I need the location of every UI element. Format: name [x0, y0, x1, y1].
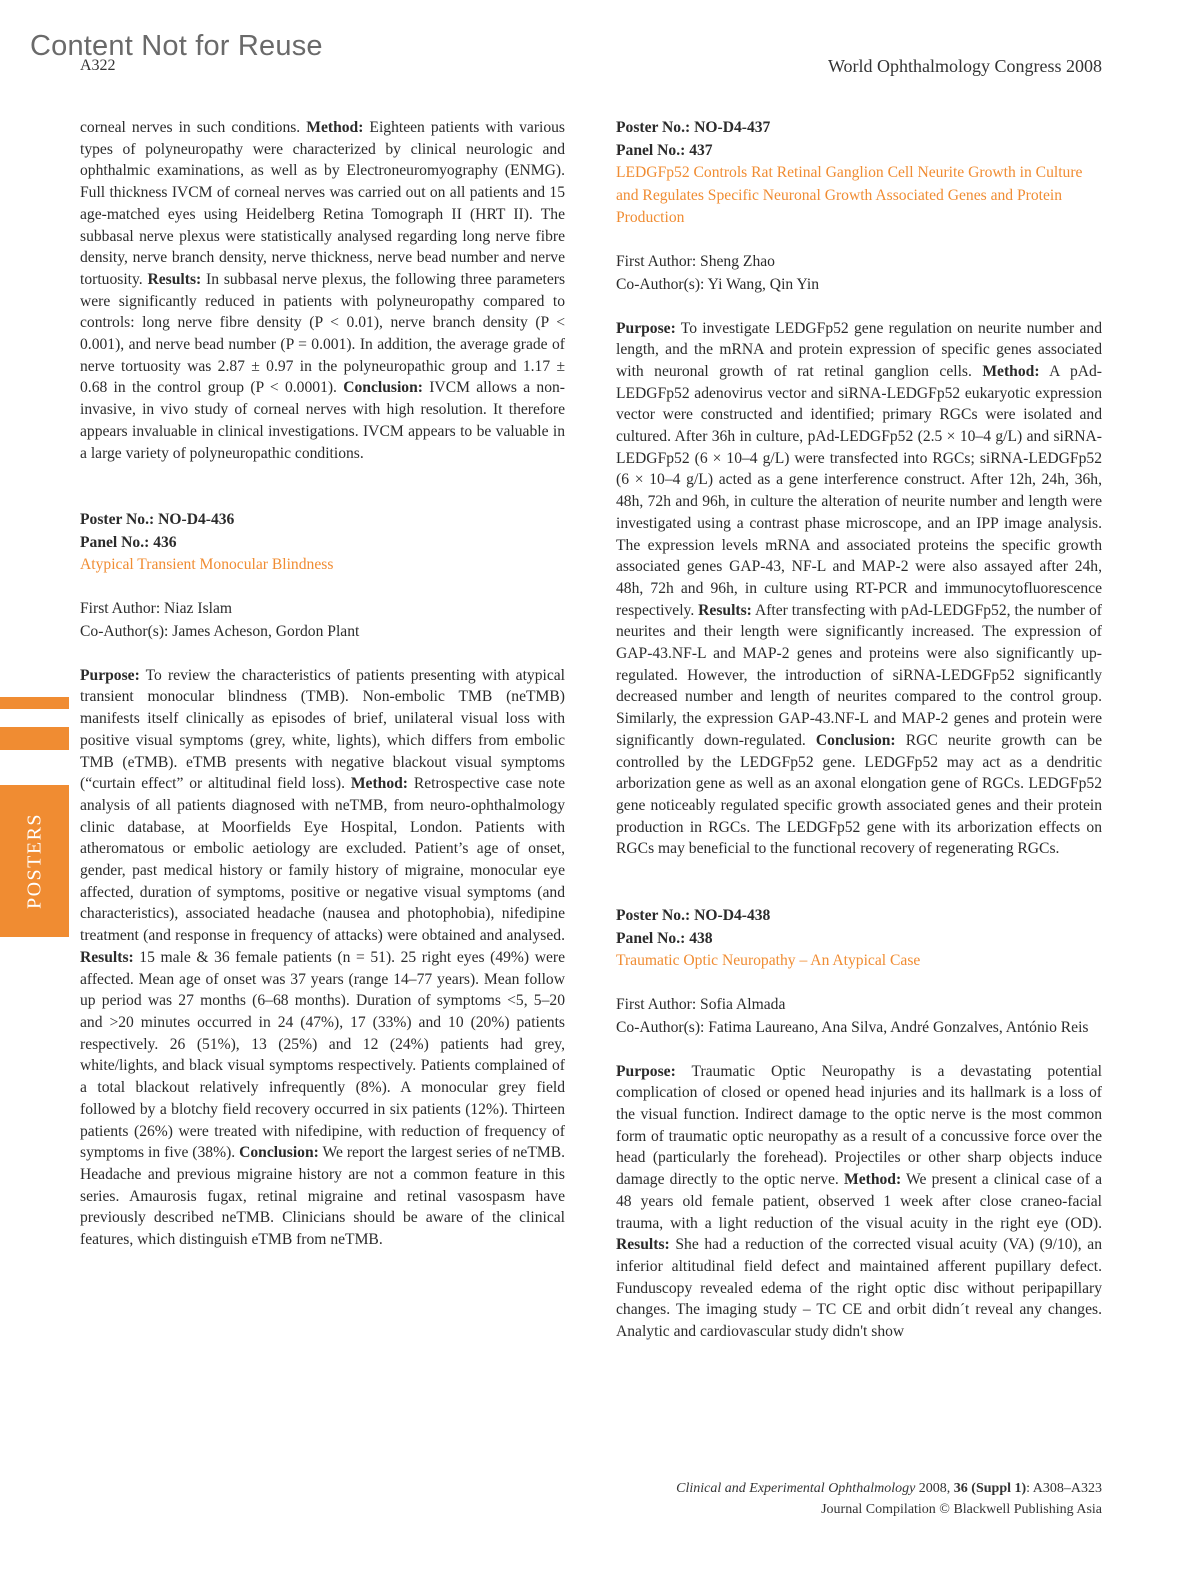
first-author: First Author: Sofia Almada: [616, 996, 786, 1014]
panel-number: 437: [689, 141, 713, 159]
panel-label: Panel No.:: [616, 929, 686, 947]
abstract-text: RGC neurite growth can be controlled by the LEDGFp52 gene. LEDGFp52 may act as a dendritic arborization gene as well as an axonal elongation gene of RGCs. LEDGFp52 gene noticeably regulated specific growth associated genes and their protein production in RGCs. The LEDGFp52 gene with its arborization effects on RGCs may beneficial to the functional recovery of regenerating RGCs.: [616, 731, 1102, 858]
continuation-abstract: [80, 117, 565, 464]
section-heading: Results:: [698, 601, 752, 619]
poster-label: Poster No.:: [616, 907, 691, 925]
abstract-body: [80, 665, 565, 1251]
abstract-text: 15 male & 36 female patients (n = 51). 25 right eyes (49%) were affected. Mean age of onset was 37 years (range 14–77 years). Mean follow up period was 27 months (6–68 months). Duration of symptoms <5, 5–20 and >20 minutes occurred in 24 (47%), 17 (33%) and 10 (20%) patients respectively. 26 (51%), 13 (25%) and 12 (24%) patients had grey, white/lights, and black visual symptoms respectively. Patients complained of a total blackout relatively infrequently (8%). A monocular grey field followed by a blotchy field recovery occurred in six patients (12%). Thirteen patients (26%) were treated with nifedipine, with reduction of frequency of symptoms in five (38%).: [80, 948, 565, 1162]
side-decor-bar: [0, 727, 69, 750]
poster-label: Poster No.:: [616, 119, 691, 136]
co-authors: Co-Author(s): Fatima Laureano, Ana Silva, André Gonzalves, António Reis: [616, 1018, 1089, 1036]
section-heading: Conclusion:: [239, 1144, 319, 1162]
panel-label: Panel No.:: [616, 141, 686, 159]
side-decor-bar: [0, 697, 69, 709]
journal-pages: : A308–A323: [1026, 1481, 1102, 1496]
journal-year: 2008,: [915, 1481, 954, 1496]
section-heading: Results:: [80, 948, 134, 966]
section-heading: Conclusion:: [815, 731, 896, 749]
abstract-body: [616, 318, 1102, 861]
abstract-text: Traumatic Optic Neuropathy is a devastating potential complication of closed or opened head injuries and its hallmark is a loss of the visual function. Indirect damage to the optic nerve is the most common form of traumatic optic neuropathy as a result of a concussive force over the head (particularly the forehead). Projectiles or other sharp objects induce damage directly to the optic nerve.: [616, 1062, 1102, 1189]
poster-number-line: [616, 117, 1102, 140]
journal-footer: [676, 1478, 1102, 1520]
panel-number-line: [616, 928, 1102, 951]
abstract-text: After transfecting with pAd-LEDGFp52, the number of neurites and their length were significantly increased. The expression of GAP-43.NF-L and MAP-2 genes and proteins were also significantly up-regulated. However, the introduction of siRNA-LEDGFp52 significantly decreased number and length of neurites compared to the control group. Similarly, the expression GAP-43.NF-L and MAP-2 genes and protein were significantly down-regulated.: [616, 601, 1102, 749]
panel-number-line: [80, 532, 565, 555]
abstract-text: In subbasal nerve plexus, the following three parameters were significantly reduced in patients with polyneuropathy compared to controls: long nerve fibre density (P < 0.01), nerve branch density (P < 0.001), and nerve bead number (P = 0.001). In addition, the average grade of nerve tortuosity was 2.87 ± 0.97 in the polyneuropathic group and 1.17 ± 0.68 in the control group (P < 0.0001).: [80, 270, 566, 397]
section-heading: Purpose:: [616, 319, 676, 337]
co-authors: Co-Author(s): James Acheson, Gordon Plant: [80, 622, 360, 640]
poster-number-line: [616, 905, 1102, 928]
abstract-text: Retrospective case note analysis of all patients diagnosed with neTMB, from neuro-ophthalmology clinic database, at Moorfields Eye Hospital, London. Patients with atheromatous or embolic aetiology are excluded. Patient’s age of onset, gender, past medical history or family history of migraine, monocular eye affected, duration of symptoms, positive or negative visual symptoms (and characteristics), associated headache (nausea and photophobia), nifedipine treatment (and response in frequency of attacks) were obtained and analysed.: [80, 775, 565, 945]
abstract-text: She had a reduction of the corrected visual acuity (VA) (9/10), an inferior altitudinal field defect and maintained afferent pupillary defect. Funduscopy revealed edema of the right optic disc without peripapillary changes. The imaging study – TC CE and orbit didn´t reveal any changes. Analytic and cardiovascular study didn't show: [616, 1236, 1102, 1341]
abstract-text: We present a clinical case of a 48 years old female patient, observed 1 week after close craneo-facial trauma, with a light reduction of the visual acuity in the right eye (OD).: [616, 1171, 1102, 1232]
poster-number-line: [80, 509, 565, 532]
left-column: [80, 117, 565, 1251]
section-heading: Results:: [616, 1236, 670, 1254]
poster-title: LEDGFp52 Controls Rat Retinal Ganglion Cell Neurite Growth in Culture and Regulates Specific Neuronal Growth Associated Genes and Protein Production: [616, 164, 1083, 226]
section-heading: Method:: [350, 775, 408, 793]
poster-number: NO-D4-437: [694, 119, 771, 136]
abstract-body: [616, 1061, 1102, 1343]
abstract-text: To review the characteristics of patients presenting with atypical transient monocular blindness (TMB). Non-embolic TMB (neTMB) manifests itself clinically as episodes of brief, unilateral visual loss with positive visual symptoms (grey, white, lights), which differs from embolic TMB (eTMB). eTMB presents with negative blackout visual symptoms (“curtain effect” or altitudinal field loss).: [80, 666, 565, 793]
running-head: World Ophthalmology Congress 2008: [827, 56, 1102, 76]
poster-number: NO-D4-436: [158, 511, 235, 529]
section-heading: Method:: [982, 362, 1040, 380]
poster-title: Atypical Transient Monocular Blindness: [80, 556, 334, 574]
page-number: A322: [80, 57, 116, 74]
panel-number: 438: [689, 929, 713, 947]
co-authors: Co-Author(s): Yi Wang, Qin Yin: [616, 275, 820, 293]
first-author: First Author: Sheng Zhao: [616, 253, 775, 270]
abstract-text: A pAd-LEDGFp52 adenovirus vector and siRNA-LEDGFp52 eukaryotic expression vector were constructed and identified; primary RGCs were isolated and cultured. After 36h in culture, pAd-LEDGFp52 (2.5 × 10–4 g/L) and siRNA-LEDGFp52 (6 × 10–4 g/L) were transfected into RGCs; siRNA-LEDGFp52 (6 × 10–4 g/L) acted as a gene interference construct. After 12h, 24h, 36h, 48h, 72h and 96h, in culture the alteration of neurite number and length were investigated using a contrast phase microscope, and an IPP image analysis. The expression levels mRNA and associated proteins the specific growth associated genes GAP-43, NF-L and MAP-2 were also assayed after 24h, 48h, 72h and 96h, in culture using RT-PCR and immunocytofluorescence respectively.: [616, 362, 1102, 619]
journal-name: Clinical and Experimental Ophthalmology: [676, 1481, 916, 1496]
abstract-text: corneal nerves in such conditions.: [80, 119, 307, 136]
section-heading: Method:: [306, 119, 364, 136]
section-tab-label: POSTERS: [23, 812, 45, 910]
poster-label: Poster No.:: [80, 511, 155, 529]
journal-supplement: (Suppl 1): [967, 1481, 1027, 1496]
section-heading: Results:: [147, 270, 202, 288]
poster-title: Traumatic Optic Neuropathy – An Atypical Case: [616, 952, 921, 970]
panel-number: 436: [153, 533, 177, 551]
right-column: [616, 117, 1102, 1343]
panel-number-line: [616, 140, 1102, 163]
section-heading: Method:: [843, 1171, 902, 1189]
citation-line: [676, 1478, 1102, 1499]
first-author: First Author: Niaz Islam: [80, 600, 233, 618]
abstract-text: IVCM allows a non-invasive, in vivo study of corneal nerves with high resolution. It therefore appears invaluable in clinical investigations. IVCM appears to be valuable in a large variety of polyneuropathic conditions.: [80, 379, 565, 462]
watermark: Content Not for Reuse: [30, 30, 323, 62]
poster-number: NO-D4-438: [694, 907, 771, 925]
abstract-text: We report the largest series of neTMB. Headache and previous migraine history are not a common feature in this series. Amaurosis fugax, retinal migraine and retinal vasospasm have previously described neTMB. Clinicians should be aware of the clinical features, which distinguish eTMB from neTMB.: [80, 1144, 566, 1249]
copyright-line: Journal Compilation © Blackwell Publishing Asia: [821, 1502, 1102, 1517]
abstract-text: To investigate LEDGFp52 gene regulation on neurite number and length, and the mRNA and protein expression of specific genes associated with neuronal growth of rat retinal ganglion cells.: [616, 319, 1102, 380]
poster-entry: [616, 905, 1102, 1343]
abstract-text: Eighteen patients with various types of polyneuropathy were characterized by clinical neurologic and ophthalmic examinations, as well as by Electroneuromyography (ENMG). Full thickness IVCM of corneal nerves was carried out on all patients and 15 age-matched eyes using Heidelberg Retina Tomograph II (HRT II). The subbasal nerve plexus were statistically analysed regarding long nerve fibre density, nerve branch density, nerve thickness, nerve bead number and nerve tortuosity.: [80, 119, 566, 288]
section-heading: Conclusion:: [343, 379, 423, 397]
panel-label: Panel No.:: [80, 533, 150, 551]
section-tab: [0, 785, 69, 937]
journal-volume: 36: [953, 1481, 968, 1496]
section-heading: Purpose:: [80, 666, 140, 684]
section-heading: Purpose:: [616, 1062, 676, 1080]
poster-entry: [616, 117, 1102, 860]
poster-entry: [80, 509, 565, 1250]
